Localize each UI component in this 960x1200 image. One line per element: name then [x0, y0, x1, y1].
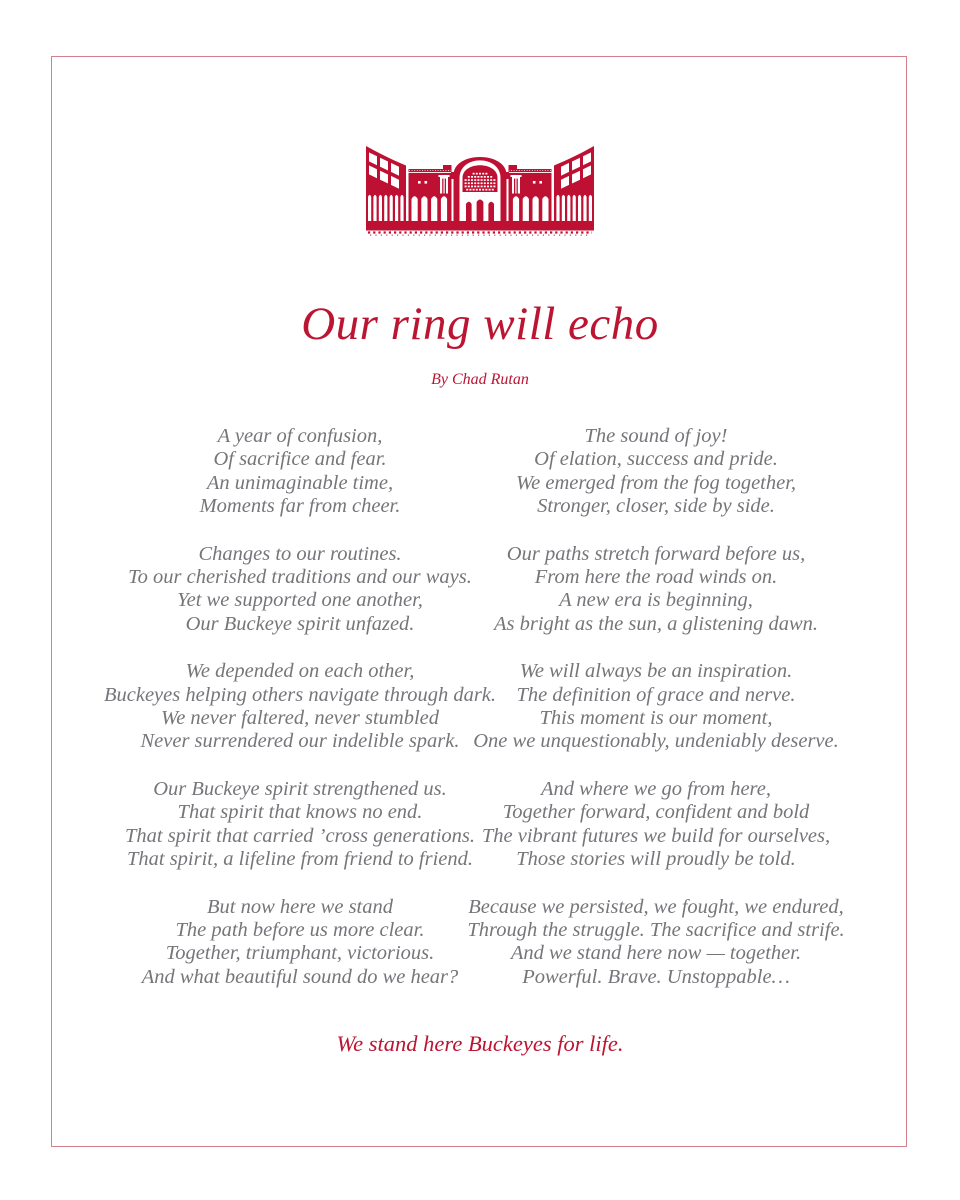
poem-line: This moment is our moment, — [539, 707, 773, 730]
poem-column-right — [460, 425, 852, 1013]
poem-line: Our paths stretch forward before us, — [506, 542, 806, 565]
poem-line: Buckeyes helping others navigate through dark. — [103, 683, 497, 706]
poem-line: And what beautiful sound do we hear? — [141, 965, 459, 988]
poem-line: Changes to our routines. — [198, 542, 402, 565]
poem-line: A year of confusion, — [217, 425, 383, 447]
poem-line: From here the road winds on. — [534, 566, 778, 589]
poem-byline: By Chad Rutan — [431, 371, 529, 388]
poem-line: Together, triumphant, victorious. — [165, 942, 435, 965]
stanza — [460, 778, 852, 872]
poem-title: Our ring will echo — [301, 298, 659, 350]
poem-line: Of sacrifice and fear. — [213, 448, 387, 471]
poem-line: Because we persisted, we fought, we endured, — [468, 895, 844, 918]
poem-line: We emerged from the fog together, — [515, 471, 797, 494]
poem-line: The definition of grace and nerve. — [516, 683, 796, 706]
poem-line: Our Buckeye spirit strengthened us. — [153, 777, 447, 800]
poem-line: Those stories will proudly be told. — [516, 848, 796, 871]
stanza — [460, 896, 852, 990]
poem-column-left — [100, 425, 500, 1013]
stanza — [100, 896, 500, 990]
poem-line: A new era is beginning, — [559, 589, 753, 612]
poem-line: Stronger, closer, side by side. — [537, 495, 775, 518]
stanza — [100, 543, 500, 637]
poem-line: That spirit that carried ’cross generations. — [124, 824, 476, 847]
poem-line: Of elation, success and pride. — [534, 448, 778, 471]
poem-line: Moments far from cheer. — [199, 495, 401, 518]
poem-line: The vibrant futures we build for ourselves, — [481, 824, 831, 847]
ohio-stadium-icon — [366, 145, 594, 244]
poem-line: That spirit, a lifeline from friend to friend. — [126, 848, 474, 871]
poem-line: An unimaginable time, — [206, 471, 394, 494]
poem-line: Together forward, confident and bold — [502, 801, 810, 824]
poem-line: And we stand here now — together. — [510, 942, 802, 965]
poem-line: One we unquestionably, undeniably deserve. — [473, 730, 839, 753]
poem-line: And where we go from here, — [540, 777, 771, 800]
stanza — [460, 543, 852, 637]
poem-line: The sound of joy! — [584, 425, 728, 447]
poem-line: The path before us more clear. — [175, 918, 425, 941]
stanza — [100, 778, 500, 872]
poem-line: Never surrendered our indelible spark. — [140, 730, 460, 753]
stanza — [100, 425, 500, 519]
poem-line: Yet we supported one another, — [177, 589, 423, 612]
poem-line: To our cherished traditions and our ways. — [128, 566, 472, 589]
poem-line: Powerful. Brave. Unstoppable… — [522, 965, 790, 988]
poem-line: Through the struggle. The sacrifice and strife. — [467, 918, 845, 941]
poem-line: We depended on each other, — [185, 660, 415, 683]
poem-line: We will always be an inspiration. — [519, 660, 793, 683]
stanza — [460, 660, 852, 754]
poem-line: That spirit that knows no end. — [177, 801, 423, 824]
poem-line: As bright as the sun, a glistening dawn. — [493, 612, 819, 635]
poem-line: Our Buckeye spirit unfazed. — [185, 612, 415, 635]
stanza — [100, 660, 500, 754]
stanza — [460, 425, 852, 519]
poem-line: We never faltered, never stumbled — [161, 707, 439, 730]
poem-line: But now here we stand — [206, 895, 393, 918]
closing-line: We stand here Buckeyes for life. — [336, 1031, 624, 1056]
